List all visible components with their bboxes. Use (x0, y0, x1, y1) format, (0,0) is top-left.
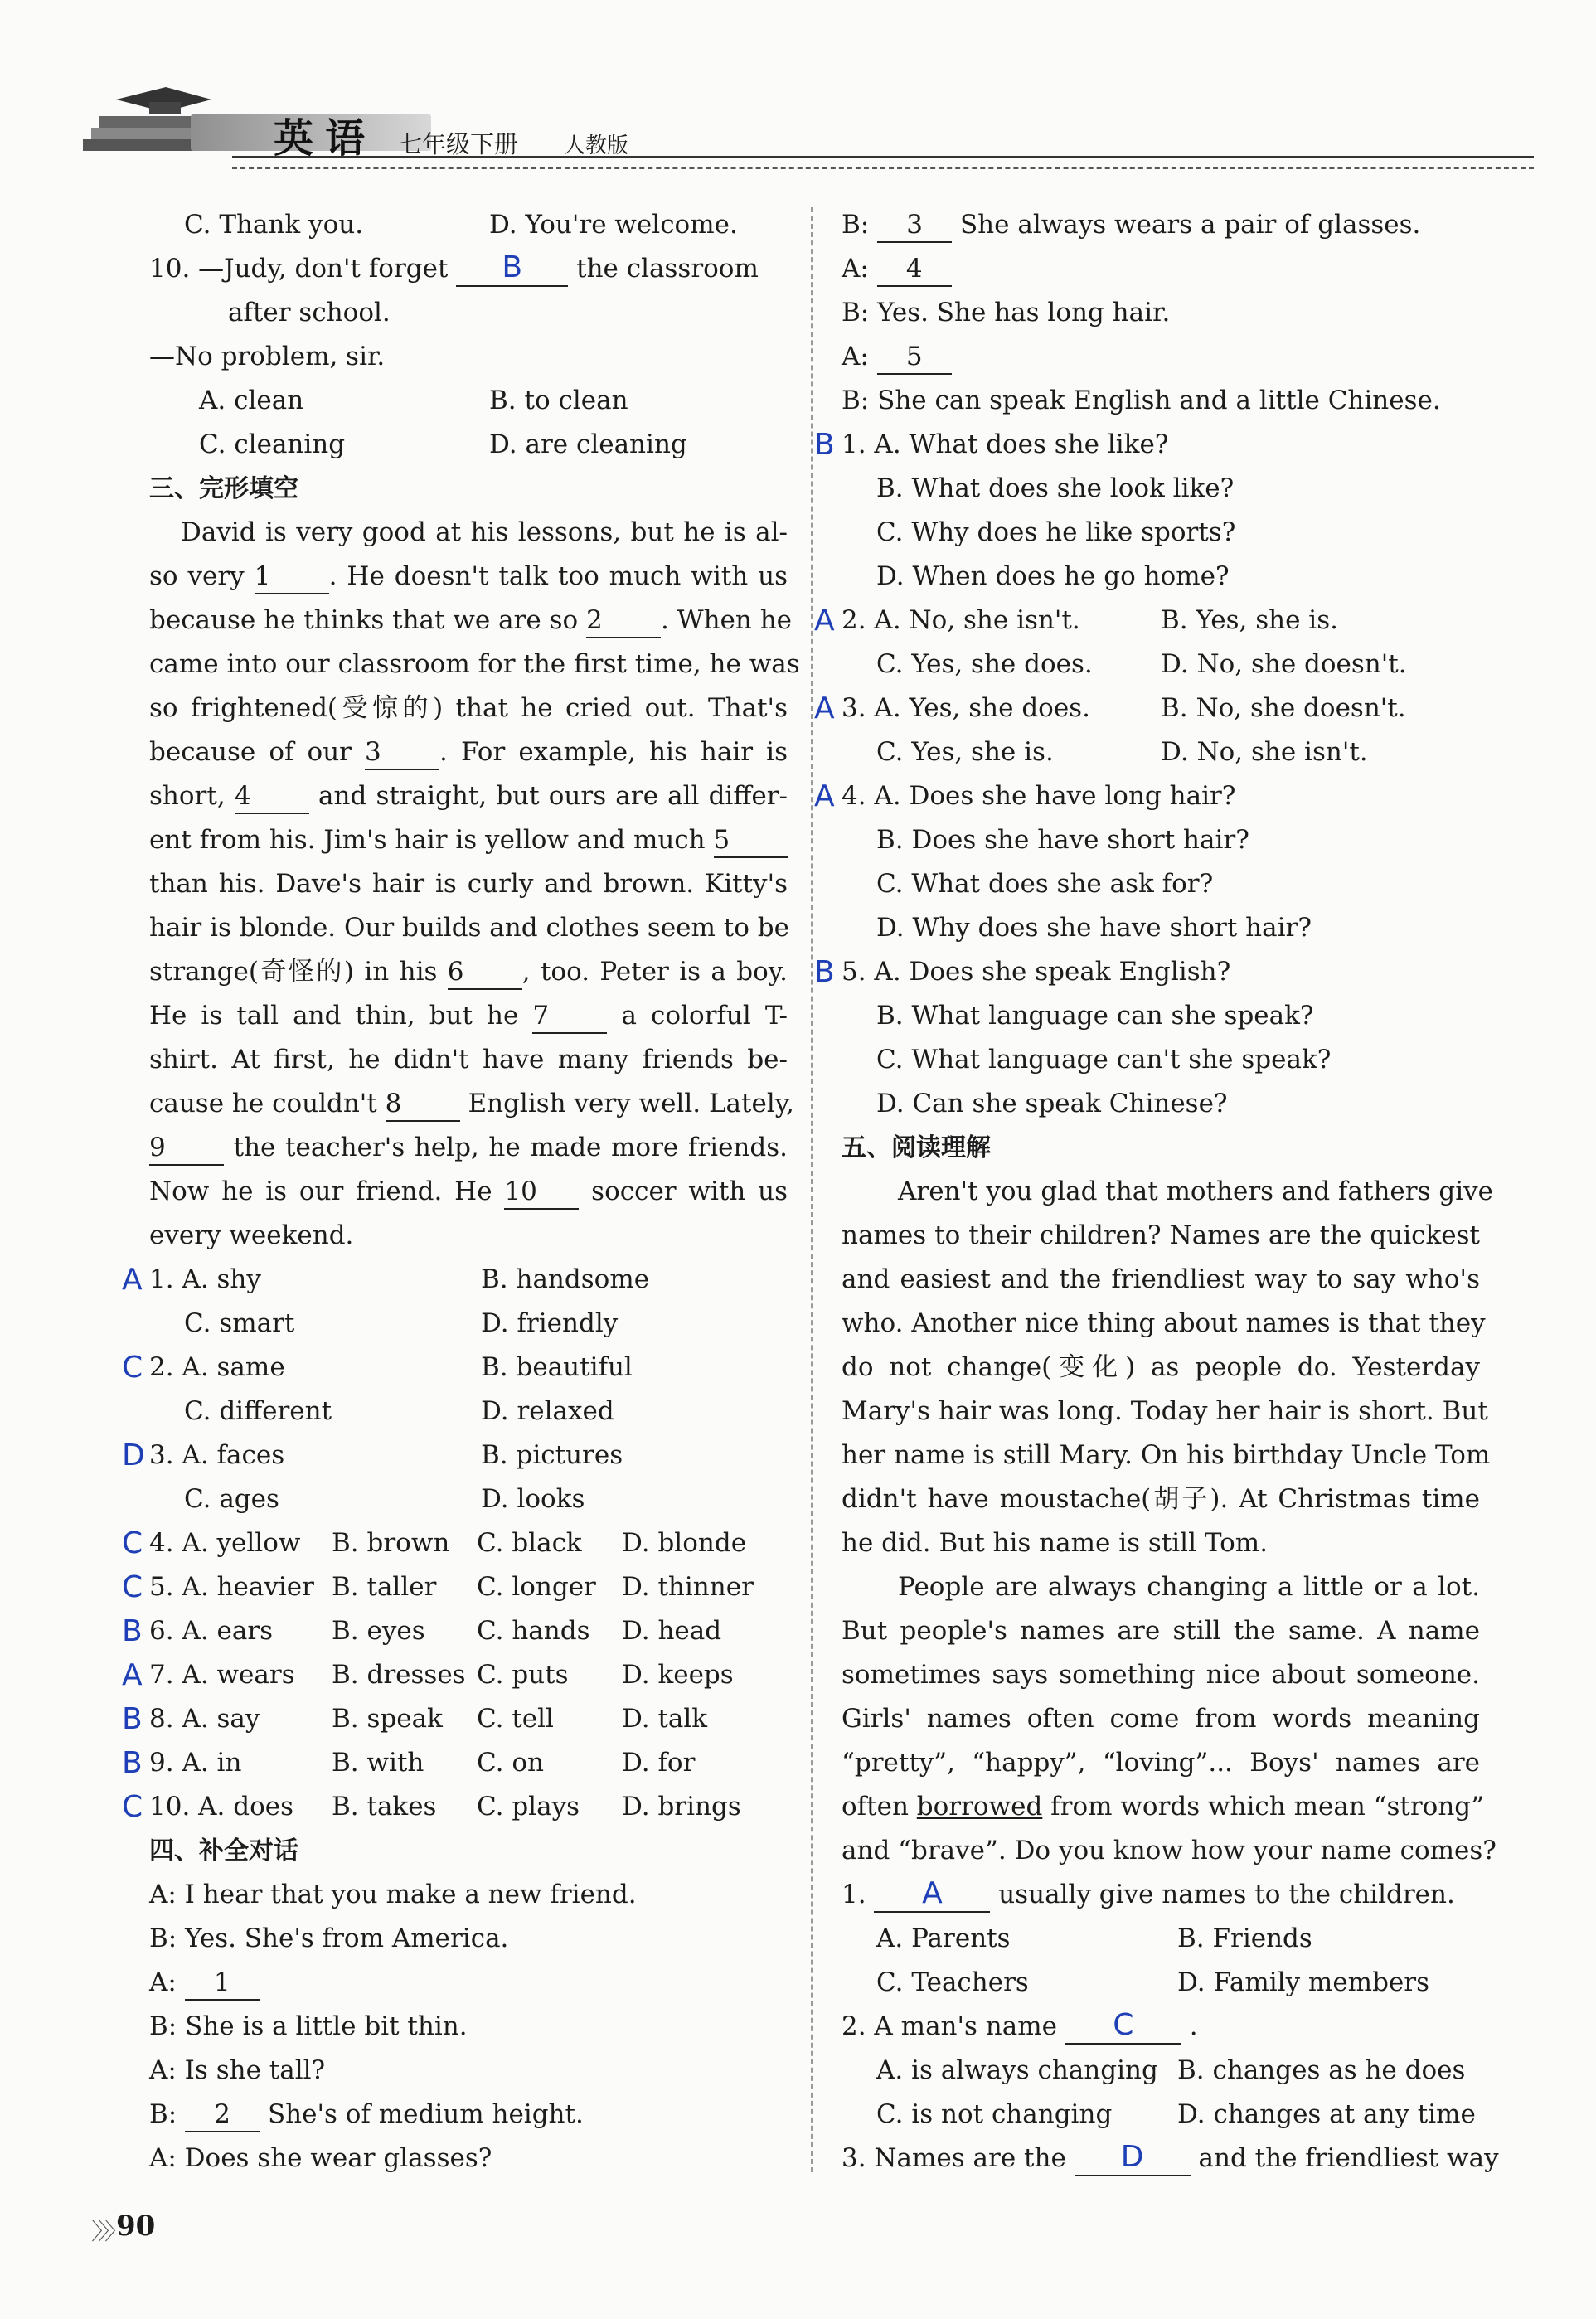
cloze-question-cont (149, 1302, 788, 1346)
option: D. looks (481, 1484, 585, 1514)
cloze-question (122, 1258, 788, 1302)
answer-blank (1075, 2141, 1191, 2176)
passage-line: “pretty”, “happy”, “loving”... Boys' names are (842, 1748, 1480, 1778)
option: B. with (332, 1748, 424, 1778)
blank-1: 1 (185, 1966, 260, 2001)
header-dashed-rule (232, 167, 1534, 169)
answer-mark: B (122, 1614, 143, 1648)
dialog-question-cont (842, 511, 1480, 555)
dialog-question-cont (842, 555, 1480, 599)
dialog-line: B: Yes. She's from America. (149, 1924, 509, 1953)
dialog-line: B: 3 She always wears a pair of glasses. (842, 203, 1480, 247)
option: D. keeps (622, 1660, 734, 1690)
answer-mark: C (122, 1351, 143, 1385)
cloze-question (122, 1609, 788, 1653)
blank-4: 4 (235, 779, 309, 814)
dialog-question-cont (842, 467, 1480, 511)
option: B. changes as he does (1177, 2055, 1466, 2085)
blank-10: 10 (504, 1175, 579, 1210)
cloze-question (122, 1785, 788, 1829)
reading-question: 1. A usually give names to the children. (842, 1873, 1480, 1917)
underlined-word: borrowed (916, 1792, 1043, 1822)
option: 6. A. ears (149, 1616, 274, 1646)
option: 2. A. same (149, 1352, 285, 1382)
dialog-line: A: Does she wear glasses? (149, 2143, 492, 2173)
passage-line: Girls' names often come from words meaning (842, 1704, 1480, 1734)
reading-options (842, 1961, 1480, 2005)
dialog-questions (814, 423, 1480, 1126)
option: D. Why does she have short hair? (876, 913, 1312, 943)
reading-passage (842, 1170, 1497, 1873)
cloze-passage (149, 511, 800, 1258)
cloze-line: Now he is our friend. He 10 soccer with us (149, 1170, 788, 1214)
option: B. takes (332, 1792, 437, 1822)
q10-options-ab: A. clean B. to clean (199, 386, 628, 415)
cloze-line: ent from his. Jim's hair is yellow and much 5 (149, 818, 788, 862)
option: C. smart (184, 1308, 295, 1338)
option: B. speak (332, 1704, 443, 1734)
passage-line: Mary's hair was long. Today her hair is short. But (842, 1396, 1488, 1426)
dialog-question (814, 599, 1480, 643)
option: B. beautiful (481, 1352, 633, 1382)
option: B. What does she look like? (876, 473, 1235, 503)
option-c: C. Thank you. (184, 210, 364, 240)
option: D. talk (622, 1704, 708, 1734)
subject-title: 英语 (274, 115, 377, 162)
answer-mark: C (122, 1570, 143, 1604)
cloze-question (122, 1565, 788, 1609)
option: C. longer (477, 1572, 596, 1602)
dialog-right (842, 203, 1480, 423)
option: D. blonde (622, 1528, 747, 1558)
answer-mark: A (122, 1263, 143, 1297)
q10-options-cd: C. cleaning D. are cleaning (199, 429, 687, 459)
option: D. thinner (622, 1572, 754, 1602)
blank-5: 5 (877, 340, 952, 375)
option: 8. A. say (149, 1704, 260, 1734)
cloze-line: 9 the teacher's help, he made more friends. (149, 1126, 788, 1170)
passage-line: her name is still Mary. On his birthday Uncle Tom (842, 1440, 1491, 1470)
option: D. friendly (481, 1308, 619, 1338)
q10-stem-cont: after school. (228, 298, 391, 327)
option: C. different (184, 1396, 332, 1426)
passage-line: But people's names are still the same. A name (842, 1616, 1480, 1646)
dialog-question-cont (842, 1038, 1480, 1082)
option: D. relaxed (481, 1396, 614, 1426)
option: D. No, she doesn't. (1161, 649, 1407, 679)
page-header (66, 75, 1534, 166)
page-chevron-icon: 〉〉〉 (91, 2218, 124, 2245)
option: 3. A. faces (149, 1440, 285, 1470)
option: C. on (477, 1748, 544, 1778)
option: B. taller (332, 1572, 437, 1602)
blank-3: 3 (877, 208, 952, 243)
page-number: 90 (116, 2210, 156, 2243)
passage-line: who. Another nice thing about names is that they (842, 1308, 1486, 1338)
dialog-line: B: 2 She's of medium height. (149, 2093, 788, 2137)
option: D. Family members (1177, 1967, 1429, 1997)
cloze-line: because he thinks that we are so 2 . When he (149, 599, 788, 643)
option: 1. A. shy (149, 1264, 261, 1294)
cloze-question (122, 1697, 788, 1741)
option: 4. A. yellow (149, 1528, 301, 1558)
passage-line: didn't have moustache(胡子). At Christmas time (842, 1484, 1480, 1514)
dialog-line: B: She can speak English and a little Chinese. (842, 386, 1441, 415)
cloze-question (122, 1434, 788, 1477)
option: B. pictures (481, 1440, 623, 1470)
blank-2: 2 (586, 604, 661, 638)
dialog-question-cont (842, 994, 1480, 1038)
cloze-questions (122, 1258, 788, 1829)
option: A. Parents (876, 1924, 1011, 1953)
option: 4. A. Does she have long hair? (842, 781, 1236, 811)
dialog-question-cont (842, 1082, 1480, 1126)
option: C. What language can't she speak? (876, 1045, 1332, 1075)
blank-7: 7 (532, 999, 607, 1034)
option: 5. A. heavier (149, 1572, 314, 1602)
reading-question: 2. A man's name C . (842, 2005, 1480, 2049)
right-column (814, 203, 1499, 2181)
cloze-line: so frightened(受惊的) that he cried out. That's (149, 693, 788, 723)
option: D. for (622, 1748, 696, 1778)
header-rule (232, 156, 1534, 158)
option: C. black (477, 1528, 582, 1558)
answer-mark: A (814, 779, 835, 813)
option: C. is not changing (876, 2099, 1113, 2129)
cloze-line: than his. Dave's hair is curly and brown. Kitty's (149, 869, 788, 899)
option: C. hands (477, 1616, 590, 1646)
option: C. tell (477, 1704, 554, 1734)
blank-5: 5 (714, 823, 788, 858)
blank-6: 6 (448, 955, 522, 990)
option: C. puts (477, 1660, 569, 1690)
option: 9. A. in (149, 1748, 242, 1778)
dialog-question-cont (842, 862, 1480, 906)
cloze-question-cont (149, 1477, 788, 1521)
option: D. head (622, 1616, 722, 1646)
answer-mark: A (814, 691, 835, 725)
option: C. plays (477, 1792, 580, 1822)
answer-fill: C (1113, 2008, 1134, 2042)
blank-1: 1 (255, 560, 329, 594)
option: D. No, she isn't. (1161, 737, 1368, 767)
passage-line: often borrowed from words which mean “strong” (842, 1792, 1484, 1822)
option: D. When does he go home? (876, 561, 1230, 591)
answer-mark: B (122, 1746, 143, 1780)
answer-fill: A (922, 1876, 943, 1910)
cloze-line: cause he couldn't 8 English very well. Lately, (149, 1082, 788, 1126)
answer-fill: D (1120, 2140, 1144, 2174)
cloze-line: David is very good at his lessons, but he is al- (181, 517, 788, 547)
option: 2. A. No, she isn't. (842, 605, 1080, 635)
cloze-line: shirt. At first, he didn't have many friends be- (149, 1045, 788, 1075)
option-d: D. You're welcome. (489, 210, 738, 240)
dialog-question (814, 686, 1480, 730)
cloze-question-cont (149, 1390, 788, 1434)
dialog-left (149, 1873, 788, 2181)
answer-mark: A (814, 604, 835, 638)
option: B. dresses (332, 1660, 466, 1690)
q10-reply: —No problem, sir. (149, 342, 386, 371)
option: D. Can she speak Chinese? (876, 1089, 1228, 1118)
left-column (122, 203, 800, 2181)
dialog-question (814, 950, 1480, 994)
dialog-line: A: Is she tall? (149, 2055, 326, 2085)
option: C. Yes, she is. (876, 737, 1054, 767)
option: C. Teachers (876, 1967, 1029, 1997)
dialog-question-cont (842, 730, 1480, 774)
passage-line: and “brave”. Do you know how your name comes? (842, 1836, 1497, 1865)
dialog-question (814, 774, 1480, 818)
blank-8: 8 (386, 1087, 460, 1122)
dialog-question-cont (842, 818, 1480, 862)
passage-line: sometimes says something nice about someone. (842, 1660, 1480, 1690)
option: D. brings (622, 1792, 741, 1822)
section-title: 三、完形填空 (149, 474, 298, 503)
option: C. Why does he like sports? (876, 517, 1236, 547)
dialog-line: B: She is a little bit thin. (149, 2011, 468, 2041)
dialog-question-cont (842, 643, 1480, 686)
cloze-line: because of our 3 . For example, his hair is (149, 730, 788, 774)
option: B. eyes (332, 1616, 425, 1646)
reading-questions (842, 1873, 1499, 2181)
answer-mark: B (814, 955, 835, 989)
edition-label: 人教版 (564, 133, 629, 158)
option: B. No, she doesn't. (1161, 693, 1406, 723)
option: 10. A. does (149, 1792, 294, 1822)
cloze-line: strange(奇怪的) in his 6 , too. Peter is a boy. (149, 950, 788, 994)
q9-options (149, 203, 788, 247)
option: 5. A. Does she speak English? (842, 957, 1231, 987)
answer-mark: C (122, 1790, 143, 1824)
cloze-question (122, 1741, 788, 1785)
blank-3: 3 (365, 735, 439, 770)
option: A. is always changing (876, 2055, 1158, 2085)
dialog-question (814, 423, 1480, 467)
blank-9: 9 (149, 1131, 224, 1166)
cloze-question (122, 1521, 788, 1565)
answer-mark: C (122, 1526, 143, 1560)
answer-mark: B (122, 1702, 143, 1736)
passage-line: do not change(变化) as people do. Yesterday (842, 1352, 1480, 1382)
answer-blank (1065, 2009, 1181, 2045)
option: 3. A. Yes, she does. (842, 693, 1090, 723)
cloze-line: so very 1 . He doesn't talk too much with us (149, 555, 788, 599)
option: B. Does she have short hair? (876, 825, 1249, 855)
option: B. handsome (481, 1264, 650, 1294)
dialog-line: A: I hear that you make a new friend. (149, 1880, 637, 1909)
grade-label: 七年级下册 (398, 130, 519, 158)
option: B. What language can she speak? (876, 1001, 1314, 1031)
option: 7. A. wears (149, 1660, 295, 1690)
cloze-line: short, 4 and straight, but ours are all differ- (149, 774, 788, 818)
reading-options (842, 2093, 1480, 2137)
dialog-line: A: 5 (842, 335, 1480, 379)
answer-mark: A (122, 1658, 143, 1692)
passage-line: Aren't you glad that mothers and fathers give (898, 1176, 1493, 1206)
cloze-line: hair is blonde. Our builds and clothes seem to be (149, 913, 789, 943)
cloze-line: He is tall and thin, but he 7 a colorful T- (149, 994, 788, 1038)
option: 1. A. What does she like? (842, 429, 1169, 459)
passage-line: and easiest and the friendliest way to say who's (842, 1264, 1480, 1294)
reading-options (842, 1917, 1480, 1961)
q10-stem: 10. —Judy, don't forget B the classroom (149, 247, 788, 291)
reading-question: 3. Names are the D and the friendliest way (842, 2137, 1480, 2181)
cloze-question (122, 1346, 788, 1390)
section-title: 五、阅读理解 (842, 1133, 991, 1162)
passage-line: names to their children? Names are the quickest (842, 1220, 1480, 1250)
cloze-line: every weekend. (149, 1220, 354, 1250)
cloze-question (122, 1653, 788, 1697)
option: C. ages (184, 1484, 279, 1514)
option: B. Friends (1177, 1924, 1312, 1953)
dialog-line: B: Yes. She has long hair. (842, 298, 1171, 327)
cloze-line: came into our classroom for the first time, he was (149, 649, 800, 679)
dialog-question-cont (842, 906, 1480, 950)
option: B. Yes, she is. (1161, 605, 1338, 635)
answer-mark: B (814, 428, 835, 462)
blank-4: 4 (877, 252, 952, 287)
passage-line: he did. But his name is still Tom. (842, 1528, 1269, 1558)
answer-blank (874, 1877, 990, 1913)
option: C. What does she ask for? (876, 869, 1214, 899)
option: C. Yes, she does. (876, 649, 1093, 679)
option: D. changes at any time (1177, 2099, 1476, 2129)
answer-mark: D (122, 1438, 145, 1472)
option: B. brown (332, 1528, 450, 1558)
answer-blank: B (456, 251, 568, 287)
section-title: 四、补全对话 (149, 1836, 298, 1865)
reading-options (842, 2049, 1480, 2093)
dialog-line: A: 1 (149, 1961, 788, 2005)
dialog-line: A: 4 (842, 247, 1480, 291)
blank-2: 2 (185, 2098, 260, 2132)
passage-line: People are always changing a little or a lot. (898, 1572, 1480, 1602)
column-divider (811, 207, 813, 2172)
